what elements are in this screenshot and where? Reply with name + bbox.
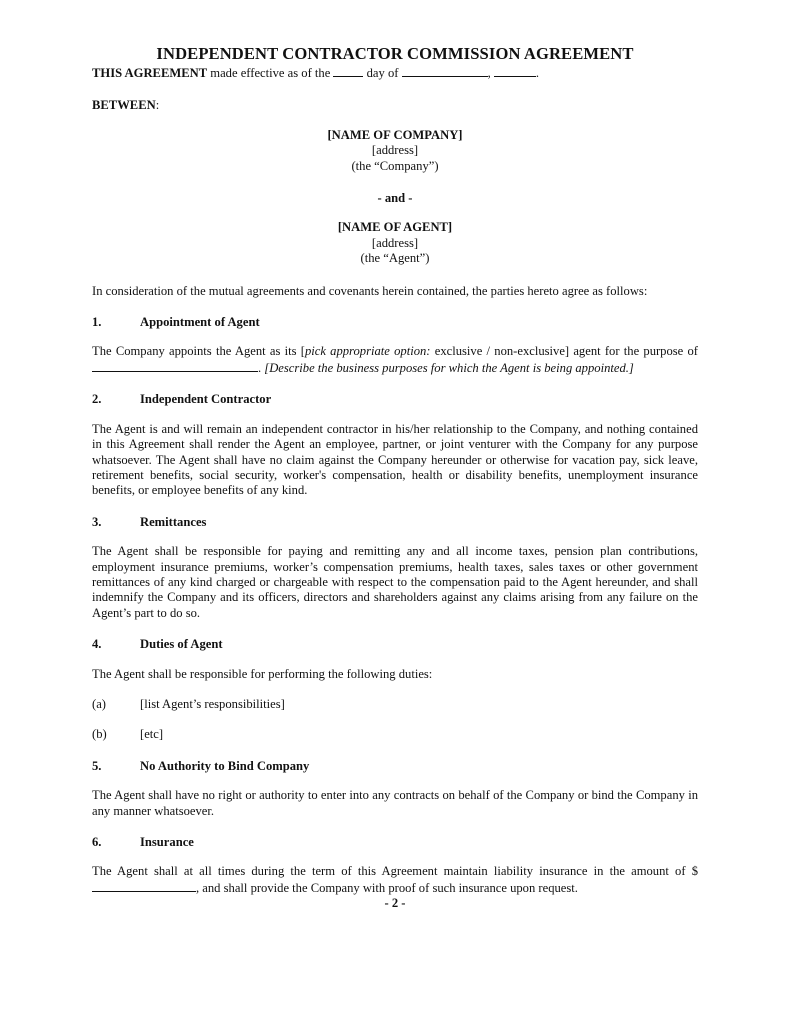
body-text: exclusive / non-exclusive] agent for the purpose of — [430, 344, 699, 359]
company-name: [NAME OF COMPANY] — [327, 127, 463, 142]
month-blank[interactable] — [402, 65, 488, 77]
section-title: No Authority to Bind Company — [140, 758, 310, 773]
section-number: 6. — [92, 835, 102, 849]
intro-text: made effective as of the — [207, 66, 334, 80]
section-title: Insurance — [140, 835, 194, 849]
year-blank[interactable] — [494, 65, 536, 77]
intro-text: day of — [363, 66, 402, 80]
consideration-clause: In consideration of the mutual agreements and covenants herein contained, the parties hereto agree as follows: — [92, 283, 648, 298]
section-number: 3. — [92, 514, 102, 529]
body-text: , and shall provide the Company with proof of such insurance upon request. — [196, 880, 578, 895]
section-heading-appointment — [92, 315, 698, 330]
section-heading-duties — [92, 637, 698, 652]
insurance-amount-blank[interactable] — [92, 880, 196, 892]
duty-list-item — [92, 697, 698, 712]
list-text: [list Agent’s responsibilities] — [140, 696, 285, 711]
duty-list-item — [92, 727, 698, 742]
and-separator: - and - — [377, 191, 413, 206]
body-text: . — [258, 360, 265, 375]
company-defined-as: (the “Company”) — [351, 158, 439, 173]
document-page — [92, 44, 698, 912]
agent-address: [address] — [371, 235, 419, 250]
agent-defined-as: (the “Agent”) — [360, 251, 430, 266]
section-body-insurance — [92, 864, 698, 896]
section-heading-no-authority — [92, 759, 698, 774]
purpose-hint: [Describe the business purposes for which the Agent is being appointed.] — [264, 360, 634, 375]
section-title: Independent Contractor — [140, 392, 272, 407]
section-heading-insurance — [92, 835, 698, 850]
company-address: [address] — [371, 143, 419, 158]
section-body-appointment — [92, 344, 698, 376]
section-body-independent-contractor: The Agent is and will remain an independent contractor in his/her relationship to the Company, and nothing contained in this Agreement shall render the Agent an employee, partner, or joint venturer with the Company for any purpose whatsoever. The Agent shall have no claim against the Company hereunder or otherwise for vacation pay, sick leave, retirement benefits, social security, worker's compensation, health or disability benefits, unemployment insurance benefits, or employee benefits of any kind. — [92, 421, 698, 498]
section-number: 4. — [92, 637, 102, 652]
document-title: INDEPENDENT CONTRACTOR COMMISSION AGREEMENT — [156, 44, 634, 63]
list-marker: (a) — [92, 696, 106, 711]
agreement-intro — [92, 65, 698, 81]
section-body-no-authority: The Agent shall have no right or authority to enter into any contracts on behalf of the Company or bind the Company in any manner whatsoever. — [92, 788, 698, 818]
company-party-block — [92, 128, 698, 174]
page-number: - 2 - — [384, 896, 406, 911]
intro-lead: THIS AGREEMENT — [92, 66, 208, 80]
section-number: 5. — [92, 758, 102, 773]
section-heading-independent-contractor — [92, 392, 698, 407]
intro-text: , — [487, 66, 494, 80]
section-body-duties: The Agent shall be responsible for performing the following duties: — [92, 666, 433, 681]
between-label — [92, 98, 698, 113]
section-title: Remittances — [140, 514, 207, 529]
section-number: 2. — [92, 392, 102, 407]
list-text: [etc] — [140, 727, 164, 742]
between-colon: : — [155, 98, 160, 113]
section-heading-remittances — [92, 515, 698, 530]
option-hint: pick appropriate option: — [304, 344, 431, 359]
agent-name: [NAME OF AGENT] — [337, 220, 453, 235]
list-marker: (b) — [92, 727, 107, 742]
between-text: BETWEEN — [92, 98, 156, 113]
purpose-blank[interactable] — [92, 360, 258, 372]
agent-party-block — [92, 220, 698, 266]
section-body-remittances: The Agent shall be responsible for paying and remitting any and all income taxes, pension plan contributions, employment insurance premiums, worker’s compensation premiums, health taxes, sales taxes or other government remittances of any kind charged or chargeable with respect to the compensation paid to the Agent hereunder, and shall indemnify the Company and its officers, directors and shareholders against any claims arising from any failure on the Agent’s part to do so. — [92, 544, 698, 620]
body-text: The Company appoints the Agent as its [ — [92, 344, 305, 359]
intro-text: . — [535, 66, 540, 80]
section-title: Appointment of Agent — [140, 315, 260, 330]
day-blank[interactable] — [333, 65, 363, 77]
section-title: Duties of Agent — [140, 637, 223, 652]
body-text: The Agent shall at all times during the term of this Agreement maintain liability insurance in the amount of $ — [92, 864, 698, 879]
section-number: 1. — [92, 315, 102, 330]
